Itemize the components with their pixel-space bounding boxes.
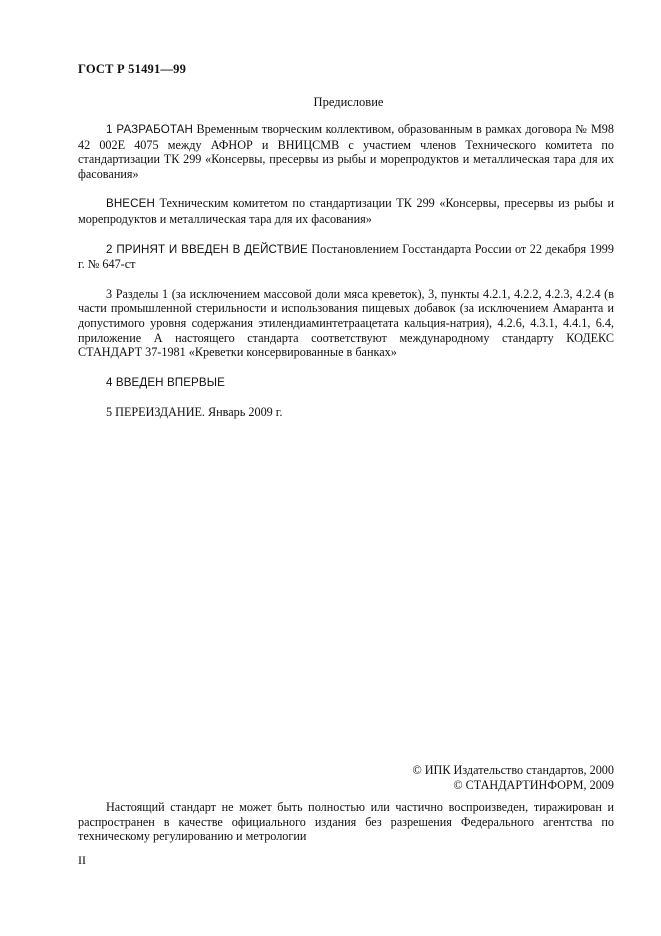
preface-body bbox=[78, 122, 614, 435]
preface-item-2-lead: 2 ПРИНЯТ И ВВЕДЕН В ДЕЙСТВИЕ bbox=[106, 242, 308, 256]
preface-item-3 bbox=[78, 287, 614, 360]
preface-item-1-text: Временным творческим коллективом, образованным в рамках договора № М98 42 002Е 4075 между АФНОР и ВНИЦСМВ с участием членов Технического комитета по стандартизации ТК 299 «Консервы, пресервы из рыбы и морепродуктов и металлическая тара для их фасования» bbox=[78, 122, 614, 181]
copyright-block bbox=[412, 763, 614, 792]
preface-item-2 bbox=[78, 242, 614, 272]
preface-item-4 bbox=[78, 375, 614, 391]
preface-item-5 bbox=[78, 405, 614, 420]
copyright-line-1: © ИПК Издательство стандартов, 2000 bbox=[412, 763, 614, 777]
copyright-line-2: © СТАНДАРТИНФОРМ, 2009 bbox=[453, 777, 614, 792]
preface-item-submitted bbox=[78, 196, 614, 226]
preface-item-4-lead: 4 ВВЕДЕН ВПЕРВЫЕ bbox=[106, 375, 225, 389]
preface-title: Предисловие bbox=[313, 95, 384, 109]
document-code: ГОСТ Р 51491—99 bbox=[78, 62, 187, 76]
preface-item-2-text: Постановлением Госстандарта России от 22 декабря 1999 г. № 647-ст bbox=[78, 241, 614, 272]
page-number: II bbox=[78, 853, 86, 867]
preface-item-3-text: 3 Разделы 1 (за исключением массовой доли мяса креветок), 3, пункты 4.2.1, 4.2.2, 4.2.3, 4.2.4 (в части промышленной стерильности и использования пищевых добавок (за исключением Амаранта и допустимого уровня содержания этилендиаминтетраацетата кальция-натрия), 4.2.6, 4.3.1, 4.4.1, 6.4, приложение А настоящего стандарта соответствуют международному стандарту КОДЕКС СТАНДАРТ 37-1981 «Креветки консервированные в банках» bbox=[78, 286, 614, 360]
preface-item-submitted-text: Техническим комитетом по стандартизации ТК 299 «Консервы, пресервы из рыбы и морепродуктов и металлическая тара для их фасования» bbox=[78, 196, 614, 226]
reproduction-notice: Настоящий стандарт не может быть полностью или частично воспроизведен, тиражирован и распространен в качестве официального издания без разрешения Федерального агентства по техническому регулированию и метрологии bbox=[78, 800, 614, 844]
preface-item-1 bbox=[78, 122, 614, 181]
preface-item-1-lead: 1 РАЗРАБОТАН bbox=[106, 123, 193, 136]
preface-item-submitted-lead: ВНЕСЕН bbox=[106, 197, 155, 211]
preface-item-5-text: 5 ПЕРЕИЗДАНИЕ. Январь 2009 г. bbox=[106, 405, 283, 420]
